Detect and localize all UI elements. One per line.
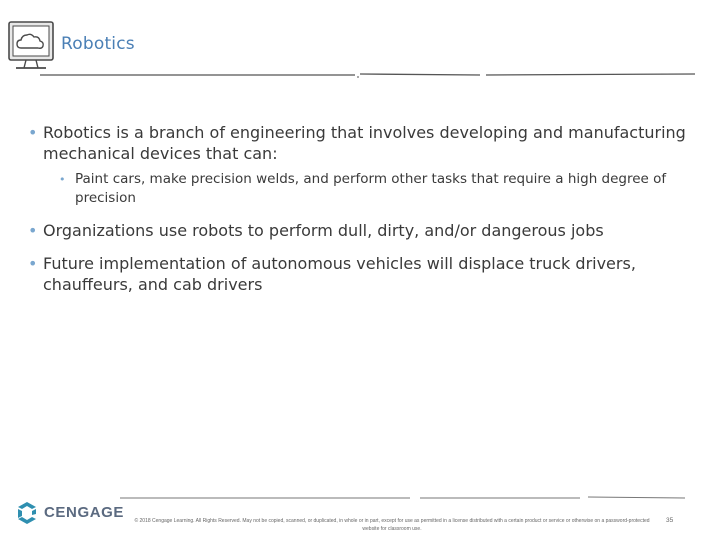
cengage-logo-mark (14, 500, 40, 526)
title-divider (40, 70, 700, 80)
cloud-monitor-icon (6, 18, 56, 74)
bullet-dot: • (28, 254, 38, 273)
bullet-list (28, 122, 698, 307)
bullet-text: Future implementation of autonomous vehicles will displace truck drivers, chauffeurs, and cab drivers (43, 254, 636, 294)
cengage-logo (14, 500, 125, 528)
page-number: 35 (666, 517, 674, 524)
slide-title: Robotics (61, 34, 135, 54)
bullet-dot: • (28, 221, 38, 240)
sub-bullet-item (59, 170, 698, 208)
bullet-text: Robotics is a branch of engineering that involves developing and manufacturing mechanical devices that can: (43, 123, 686, 163)
bullet-dot: • (28, 123, 38, 142)
sub-bullet-text: Paint cars, make precision welds, and perform other tasks that require a high degree of precision (75, 171, 667, 206)
bullet-item (28, 220, 698, 241)
bullet-item (28, 253, 698, 295)
sub-bullet-dot: • (59, 173, 66, 186)
footer-divider (120, 494, 690, 502)
bullet-text: Organizations use robots to perform dull, dirty, and/or dangerous jobs (43, 221, 604, 240)
copyright-notice: © 2018 Cengage Learning. All Rights Reserved. May not be copied, scanned, or duplicated, in whole or in part, except for use as permitted in a license distributed with a certain product or service or otherwise on a password-protected website for classroom use. (134, 518, 650, 532)
bullet-item (28, 122, 698, 208)
logo-text: CENGAGE (44, 504, 125, 521)
